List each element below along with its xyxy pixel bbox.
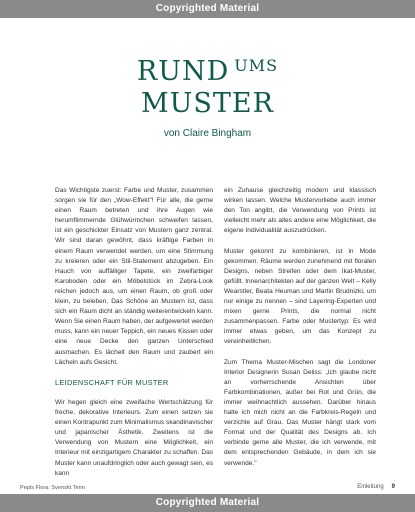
title-line-2: MUSTER [141, 88, 274, 119]
title-word-ums: UMS [234, 56, 279, 75]
copyright-banner-bottom: Copyrighted Material [0, 494, 415, 512]
photo-credit: Pepls Flora: Svenskt Tenn [20, 485, 85, 491]
body-paragraph: Das Wichtigste zuerst: Farbe und Muster, zusammen sorgen sie für den „Wow-Effekt"! Für alle, die gerne einen Raum betreten und ihre Augen wie herumflimmernde Glühwürmchen schweifen lassen, ist ein geschickter Einsatz von Mustern ganz zentral. Wir sind daran gewöhnt, dass kräftige Farben in einem Raum verwendet werden, um eine Stimmung zu kreieren oder ein Stil-Statement abzugeben. Ein Hauch von auffälliger Tapete, ein zweifarbiger Karoboden oder ein Möbelstück im Zebra-Look reichen jedoch aus, um einen Raum, ob groß oder klein, zu beleben. Das Schöne an Mustern ist, dass sich ein Raum dicht an ständig weiterentwickeln kann. Wenn Sie einen Raum haben, der aufgewertet werden muss, kann ein neuer Teppich, ein neues Kissen oder eine neue Decke den ganzen Unterschied ausmachen. Es lächelt den Raum und zaubert ein Lächeln aufs Gesicht. [55, 187, 213, 366]
copyright-banner-top: Copyrighted Material [0, 0, 415, 18]
page-number: 9 [391, 484, 395, 490]
body-paragraph: Wir hegen gleich eine zweifache Wertschätzung für freche, dekorative Interieurs. Zum einen setzen sie einen Kontrapunkt zum Minimalismus skandinavischer und japanischer Ästhetik. Zweitens ist die Verwendung von Mustern eine Möglichkeit, ein Interieur mit einzigartigem Charakter zu schaffen. Das Muster kann unaufdringlich oder auch gewagt sein, es kann [55, 398, 213, 477]
author-byline: von Claire Bingham [163, 128, 252, 139]
title-line-1 [0, 58, 415, 85]
text-column-left [55, 186, 213, 479]
section-subheading: LEIDENSCHAFT FÜR MUSTER [55, 377, 169, 387]
title-word-rund: RUND [136, 56, 230, 87]
body-paragraph: Muster gekonnt zu kombinieren, ist in Mode gekommen. Räume werden zunehmend mit floralen Designs, neben Streifen oder dem Ikat-Muster, gefüllt. Innenarchitekten auf der ganzen Welt – Kelly Wearstler, Beata Heuman und Martin Brudnizki, um nur einige zu nennen – sind Layering-Experten und mixen gerne Prints, die normal nicht zusammenpassen. Farbe oder Mustertyp: Es wird immer etwas geben, um das Konzept zu vereinheitlichen. [224, 247, 376, 346]
page-footer [357, 484, 395, 490]
body-paragraph: Zum Thema Muster-Mischen sagt die Londoner Interior Designerin Susan Deliss: „Ich glaube nicht an vorherrschende Ansichten über Farbkombinationen, außer bei Rot und Grün, die immer weihnachtlich aussehen. Darüber hinaus halte ich mich nicht an die Farbkreis-Regeln und verzichte auf Grau. Das Muster hängt stark vom Format und der Qualität des Designs ab. Ich verbinde gerne alle Muster, die ich verwende, mit dem entsprechenden Gebäude, in dem ich sie verwende." [224, 358, 376, 467]
body-paragraph: ein Zuhause gleichzeitig modern und klassisch wirken lassen. Welche Mustervorliebe auch immer den Ton angibt, die Verwendung von Prints ist vielleicht mehr als alles andere eine Möglichkeit, die eigene Individualität auszudrücken. [224, 187, 376, 235]
section-name: Einleitung [357, 484, 384, 490]
text-column-right [224, 186, 376, 469]
article-title [0, 58, 415, 117]
